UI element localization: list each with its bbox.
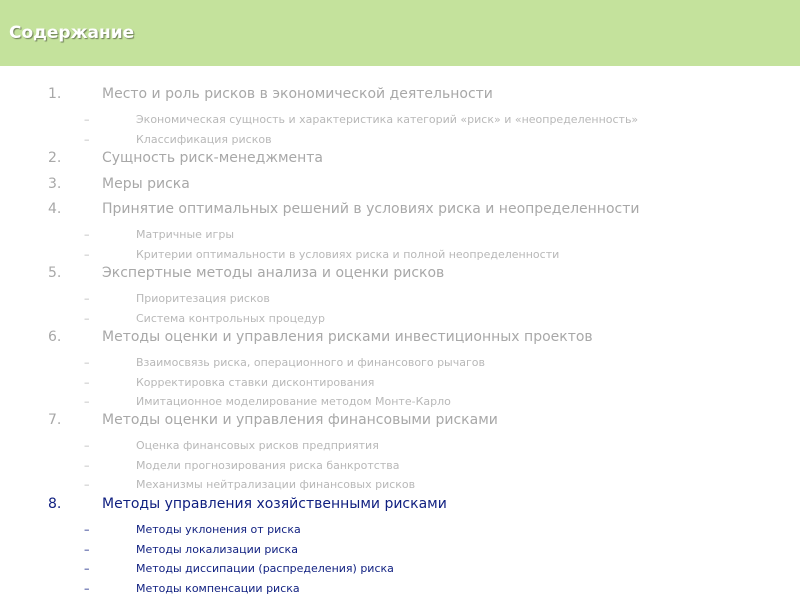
- toc-subitem-label: Приоритезация рисков: [136, 292, 270, 305]
- dash-bullet-icon: –: [84, 542, 90, 556]
- dash-bullet-icon: –: [84, 523, 90, 536]
- toc-subitem-label: Методы уклонения от риска: [136, 523, 301, 536]
- toc-subitem-label: Экономическая сущность и характеристика категорий «риск» и «неопределенность»: [136, 113, 639, 126]
- toc-subitem-label: Матричные игры: [136, 228, 235, 241]
- toc-subitem-label: Критерии оптимальности в условиях риска и полной неопределенности: [136, 247, 560, 261]
- toc-item-label: Принятие оптимальных решений в условиях риска и неопределенности: [102, 201, 640, 217]
- toc-subitem-label: Оценка финансовых рисков предприятия: [136, 439, 379, 452]
- toc-subitem-label: Корректировка ставки дисконтирования: [136, 375, 375, 389]
- toc-subitem-label: Имитационное моделирование методом Монте-Карло: [136, 395, 451, 408]
- dash-bullet-icon: –: [84, 562, 90, 575]
- dash-bullet-icon: –: [84, 458, 90, 472]
- toc-subitem-label: Механизмы нейтрализации финансовых рисков: [136, 478, 416, 491]
- toc-subitem-label: Система контрольных процедур: [136, 311, 325, 325]
- toc-item-number: 5.: [48, 265, 62, 281]
- toc-item-label: Сущность риск-менеджмента: [102, 150, 324, 166]
- dash-bullet-icon: –: [84, 311, 90, 325]
- toc-subitem-label: Классификация рисков: [136, 132, 272, 146]
- toc-subitem-label: Взаимосвязь риска, операционного и финансового рычагов: [136, 356, 485, 369]
- dash-bullet-icon: –: [84, 581, 90, 595]
- toc-item-label: Меры риска: [102, 176, 190, 192]
- toc-item-label: Методы оценки и управления рисками инвестиционных проектов: [102, 329, 593, 345]
- toc-subitem-label: Модели прогнозирования риска банкротства: [136, 458, 400, 472]
- dash-bullet-icon: –: [84, 375, 90, 389]
- toc-item-number: 8.: [48, 496, 62, 512]
- dash-bullet-icon: –: [84, 228, 90, 241]
- toc-item-number: 1.: [48, 86, 62, 102]
- dash-bullet-icon: –: [84, 356, 90, 369]
- dash-bullet-icon: –: [84, 247, 90, 261]
- toc-item-label: Методы управления хозяйственными рисками: [102, 496, 447, 512]
- dash-bullet-icon: –: [84, 478, 90, 491]
- toc-item-label: Место и роль рисков в экономической деятельности: [102, 86, 493, 102]
- dash-bullet-icon: –: [84, 395, 90, 408]
- toc-item-label: Экспертные методы анализа и оценки рисков: [102, 265, 445, 281]
- toc-item-number: 4.: [48, 201, 62, 217]
- toc-item-number: 3.: [48, 176, 62, 192]
- dash-bullet-icon: –: [84, 132, 90, 146]
- dash-bullet-icon: –: [84, 439, 90, 452]
- toc-item-number: 2.: [48, 150, 62, 166]
- toc-item-number: 7.: [48, 412, 62, 428]
- toc-subitem-label: Методы компенсации риска: [136, 581, 300, 595]
- slide-title: Содержание: [9, 23, 135, 43]
- toc-subitem-label: Методы локализации риска: [136, 542, 298, 556]
- toc-item-label: Методы оценки и управления финансовыми рисками: [102, 412, 498, 428]
- dash-bullet-icon: –: [84, 113, 90, 126]
- dash-bullet-icon: –: [84, 292, 90, 305]
- toc-subitem-label: Методы диссипации (распределения) риска: [136, 562, 394, 575]
- toc-item-number: 6.: [48, 329, 62, 345]
